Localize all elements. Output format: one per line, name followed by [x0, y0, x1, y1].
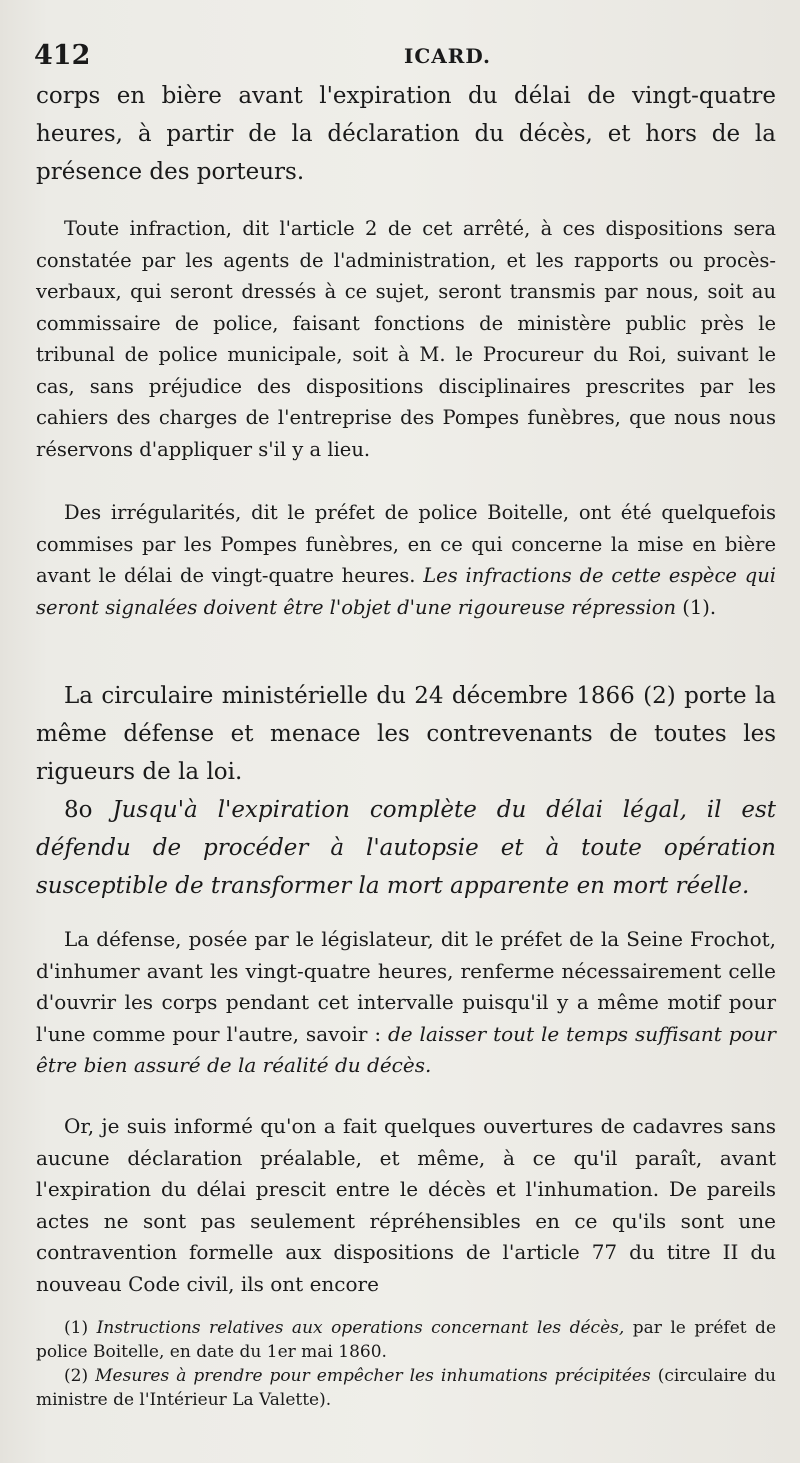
paragraph-frochot	[36, 924, 776, 1082]
paragraph-irregularites	[36, 497, 776, 623]
paragraph-6	[36, 924, 776, 1082]
footnote-2-text: (circulaire du ministre de l'Intérieur La Valette).	[36, 1366, 776, 1410]
paragraph-4: La circulaire ministérielle du 24 décembre 1866 (2) porte la même défense et menace les contrevenants de toutes les rigueurs de la loi.	[36, 683, 776, 785]
footnote-1-text: par le préfet de police Boitelle, en date du	[36, 1318, 777, 1362]
footnote-1	[36, 1316, 776, 1364]
footnote-2	[36, 1364, 776, 1412]
page-number: 412	[34, 40, 91, 71]
footnote-1-date: mai 1860.	[301, 1342, 387, 1362]
footnote-1-title: Instructions relatives aux operations concernant les décès,	[96, 1318, 625, 1338]
footnote-2-number: (2)	[64, 1366, 89, 1386]
paragraph-circulaire	[36, 677, 776, 791]
paragraph-6-text: La défense, posée par le législateur, dit le préfet de la Seine Frochot, d'inhumer avant les vingt-quatre heures, renferme nécessairement celle d'ouvrir les corps pendant cet intervalle puisqu'il y a même motif pour l'une comme pour l'autre, savoir :	[36, 927, 776, 1046]
paragraph-3-italic: Les infractions de cette espèce qui seront signalées doivent être l'objet d'une rigoureuse répression	[36, 564, 776, 619]
rule-text: Jusqu'à l'expiration complète du délai légal, il est défendu de procéder à l'autopsie et à toute opération susceptible de transformer la mort apparente en mort réelle.	[36, 797, 776, 899]
paragraph-3	[36, 497, 776, 623]
page-header	[34, 40, 770, 74]
paragraph-ouvertures	[36, 1111, 776, 1300]
rule-number: 8o	[64, 797, 93, 823]
rule-eight	[36, 791, 776, 905]
footnote-ref-1: (1).	[682, 595, 717, 619]
running-head: ICARD.	[404, 44, 492, 68]
paragraph-6-italic: de laisser tout le temps suffisant pour être bien assuré de la réalité du décès.	[36, 1021, 776, 1077]
paragraph-1: corps en bière avant l'expiration du délai de vingt-quatre heures, à partir de la déclaration du décès, et hors de la présence des porteurs.	[36, 83, 776, 185]
footnote-2-title: Mesures à prendre pour empêcher les inhumations précipitées	[95, 1366, 651, 1386]
paragraph-7: Or, je suis informé qu'on a fait quelques ouvertures de cadavres sans aucune déclaration préalable, et même, à ce qu'il paraît, avant l'expiration du délai prescit entre le décès et l'inhumation. De pareils actes ne sont pas seulement répréhensibles en ce qu'ils sont une contravention formelle aux dispositions de l'article 77 du titre II du nouveau Code civil, ils ont encore	[36, 1114, 776, 1296]
paragraph-5	[36, 791, 776, 905]
footnote-1-number: (1)	[64, 1318, 89, 1338]
footnote-1-date-sup: 1er	[266, 1342, 296, 1362]
footnotes	[36, 1316, 776, 1412]
paragraph-infraction	[36, 213, 776, 465]
paragraph-continuation	[36, 77, 776, 191]
paragraph-2: Toute infraction, dit l'article 2 de cet arrêté, à ces dispositions sera constatée par les agents de l'administration, et les rapports ou procès-verbaux, qui seront dressés à ce sujet, seront transmis par nous, soit au commissaire de police, faisant fonctions de ministère public près le tribunal de police municipale, soit à M. le Procureur du Roi, suivant le cas, sans préjudice des dispositions disciplinaires prescrites par les cahiers des charges de l'entreprise des Pompes funèbres, que nous nous réservons d'appliquer s'il y a lieu.	[36, 217, 776, 461]
paragraph-3-text: Des irrégularités, dit le préfet de police Boitelle, ont été quelquefois commises par les Pompes funèbres, en ce qui concerne la mise en bière avant le délai de vingt-quatre heures.	[36, 501, 776, 587]
